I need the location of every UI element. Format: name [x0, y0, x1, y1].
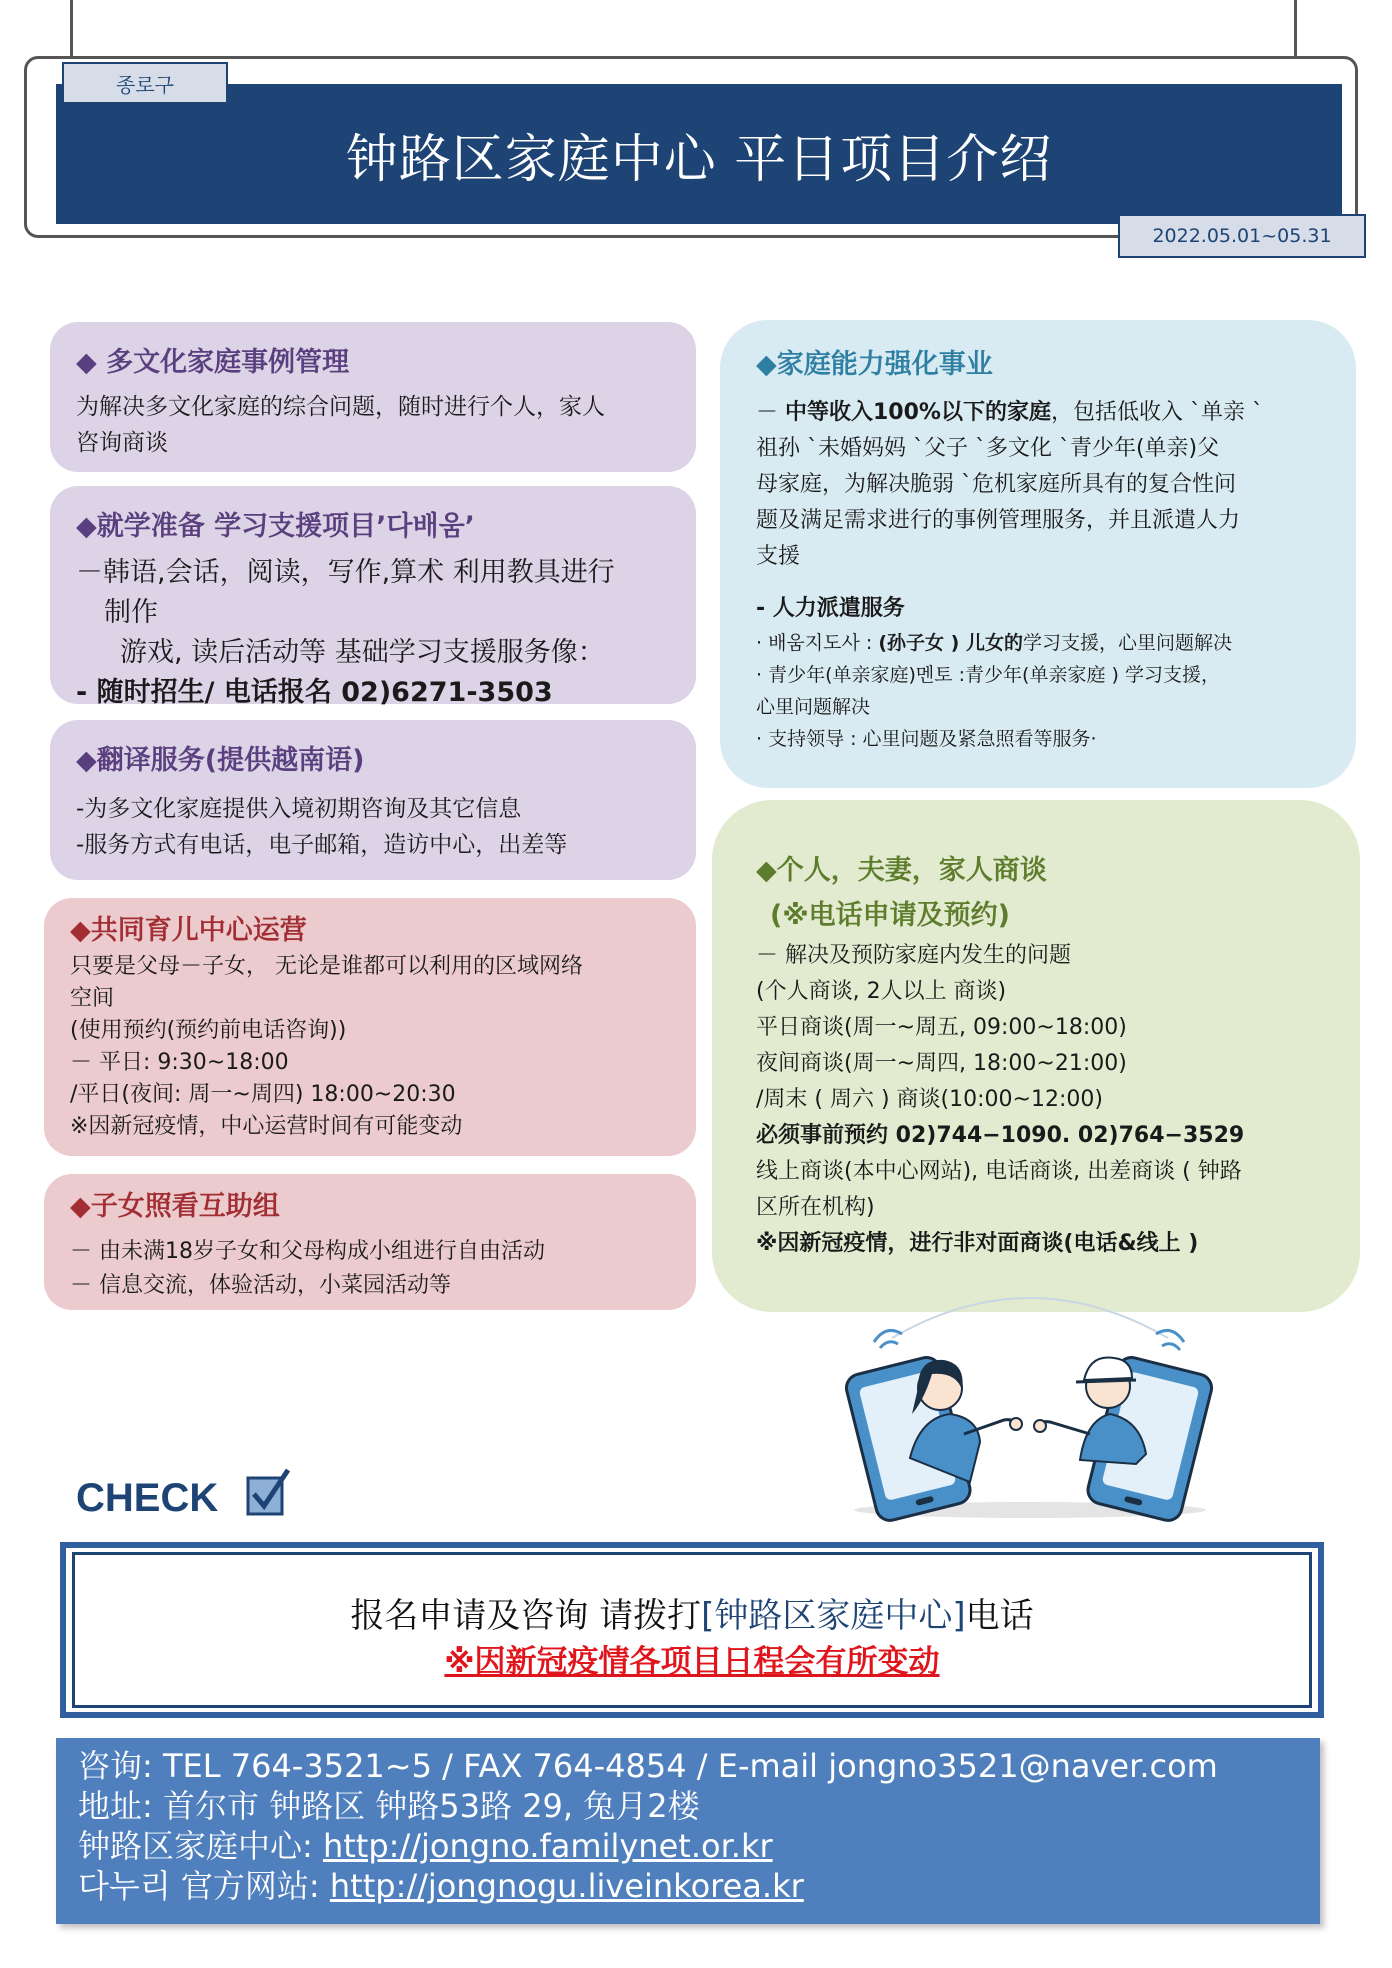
card-title: ◆个人，夫妻，家人商谈 [756, 855, 1047, 886]
dispatch-line: · 青少年(单亲家庭)멘토 :青少年(单亲家庭 ) 学习支援， [756, 664, 1220, 686]
card-title: ◆翻译服务(提供越南语) [76, 745, 365, 776]
card-line: -服务方式有电话，电子邮箱，造访中心，出差等 [76, 832, 568, 858]
dispatch-1-rest: 学习支援，心里问题解决 [1022, 632, 1232, 654]
center-site-label: 钟路区家庭中心: [78, 1827, 323, 1865]
address-line: 地址: 首尔市 钟路区 钟路53路 29, 兔月2楼 [78, 1787, 700, 1825]
notice-suffix: 电话 [965, 1596, 1034, 1636]
contact-line: 咨询: TEL 764-3521~5 / FAX 764-4854 / E-mail jongno3521@naver.com [78, 1747, 1218, 1785]
card-line: －韩语,会话，阅读，写作,算术 利用教具进行 [76, 557, 615, 588]
booking-phone: 必须事前预约 02)744−1090. 02)764−3529 [756, 1123, 1245, 1148]
dispatch-line: 心里问题解决 [756, 696, 871, 718]
connection-arc [892, 1298, 1168, 1338]
card-school-prep [50, 486, 696, 708]
card-line: － 信息交流，体验活动，小菜园活动等 [70, 1273, 451, 1298]
card-line: (使用预约(预约前电话咨询)) [70, 1018, 347, 1043]
card-line: 支援 [756, 544, 801, 569]
frame-line-right [1294, 0, 1297, 58]
dispatch-line [756, 627, 1320, 659]
card-line: /平日(夜间: 周一~周四) 18:00~20:30 [70, 1082, 456, 1107]
card-childcare-center [44, 898, 696, 1156]
card-line: /周末 ( 周六 ) 商谈(10:00~12:00) [756, 1087, 1103, 1112]
card-phone: - 随时招生/ 电话报名 02)6271-3503 [76, 677, 553, 708]
card-title: ◆子女照看互助组 [70, 1191, 280, 1222]
danuri-site-label: 다누리 官方网站: [78, 1867, 330, 1905]
card-line: 只要是父母－子女， 无论是谁都可以利用的区域网络 [70, 954, 583, 979]
footer-contact [56, 1738, 1320, 1924]
card-line: ※因新冠疫情，中心运营时间有可能变动 [70, 1114, 463, 1139]
intro-prefix: － [756, 400, 785, 425]
card-translation [50, 720, 696, 880]
card-line: 咨询商谈 [76, 430, 168, 456]
dispatch-1-prefix: · 배움지도사 : [756, 632, 879, 654]
card-line: 制作 [104, 597, 158, 628]
dispatch-title: - 人力派遣服务 [756, 596, 905, 621]
dispatch-1-bold: (孙子女 ) 儿女的 [878, 632, 1023, 654]
covid-note: ※因新冠疫情，进行非对面商谈(电话&线上 ) [756, 1231, 1199, 1256]
notice-warning: ※因新冠疫情各项目日程会有所变动 [444, 1644, 940, 1680]
card-line: (个人商谈, 2人以上 商谈) [756, 979, 1007, 1004]
checkbox-checked-icon [246, 1466, 292, 1518]
center-site-link[interactable]: http://jongno.familynet.or.kr [322, 1827, 773, 1865]
card-line: 区所在机构) [756, 1195, 875, 1220]
card-title: ◆就学准备 学习支援项目’다배움’ [76, 511, 475, 542]
card-line: 平日商谈(周一~周五, 09:00~18:00) [756, 1015, 1127, 1040]
video-call-illustration [840, 1288, 1220, 1528]
page-title: 钟路区家庭中心 平日项目介绍 [345, 129, 1053, 190]
date-range: 2022.05.01~05.31 [1118, 214, 1366, 258]
card-subtitle: (※电话申请及预约) [770, 900, 1010, 931]
card-line: 祖孙 `未婚妈妈 `父子 `多文化 `青少年(单亲)父 [756, 436, 1220, 461]
card-line: 夜间商谈(周一~周四, 18:00~21:00) [756, 1051, 1127, 1076]
danuri-site-link[interactable]: http://jongnogu.liveinkorea.kr [329, 1867, 804, 1905]
card-title: ◆共同育儿中心运营 [70, 915, 307, 946]
center-site-line [78, 1826, 1298, 1866]
card-line: － 平日: 9:30~18:00 [70, 1050, 289, 1075]
card-mutual-help [44, 1174, 696, 1310]
notice-prefix: 报名申请及咨询 请拨打 [350, 1596, 702, 1636]
card-title: ◆ 多文化家庭事例管理 [76, 347, 350, 378]
card-line: 母家庭，为解决脆弱 `危机家庭所具有的复合性问 [756, 472, 1236, 497]
notice-highlight: [钟路区家庭中心] [701, 1596, 966, 1636]
card-line: -为多文化家庭提供入境初期咨询及其它信息 [76, 796, 522, 822]
check-label: CHECK [76, 1476, 219, 1520]
card-line: 游戏, 读后活动等 基础学习支援服务像： [120, 637, 605, 668]
card-line: － 解决及预防家庭内发生的问题 [756, 943, 1071, 968]
card-family-capacity [720, 320, 1356, 788]
card-line: － 由未满18岁子女和父母构成小组进行自由活动 [70, 1239, 545, 1264]
card-line [756, 395, 1320, 431]
card-line: 线上商谈(本中心网站), 电话商谈, 出差商谈 ( 钟路 [756, 1159, 1242, 1184]
intro-bold: 中等收入100%以下的家庭 [785, 400, 1051, 425]
danuri-site-line [78, 1866, 1298, 1906]
card-title: ◆家庭能力强化事业 [756, 349, 993, 380]
district-tab: 종로구 [62, 62, 228, 104]
dispatch-line: · 支持领导 : 心里问题及紧急照看等服务· [756, 728, 1097, 750]
card-counseling [712, 800, 1360, 1312]
card-line: 为解决多文化家庭的综合问题，随时进行个人，家人 [76, 394, 605, 420]
card-line: 空间 [70, 986, 115, 1011]
frame-line-left [70, 0, 73, 58]
card-line: 题及满足需求进行的事例管理服务，并且派遣人力 [756, 508, 1241, 533]
card-case-management [50, 322, 696, 472]
intro-rest: ，包括低收入 `单亲 ` [1050, 400, 1263, 425]
notice-line [72, 1588, 1312, 1637]
